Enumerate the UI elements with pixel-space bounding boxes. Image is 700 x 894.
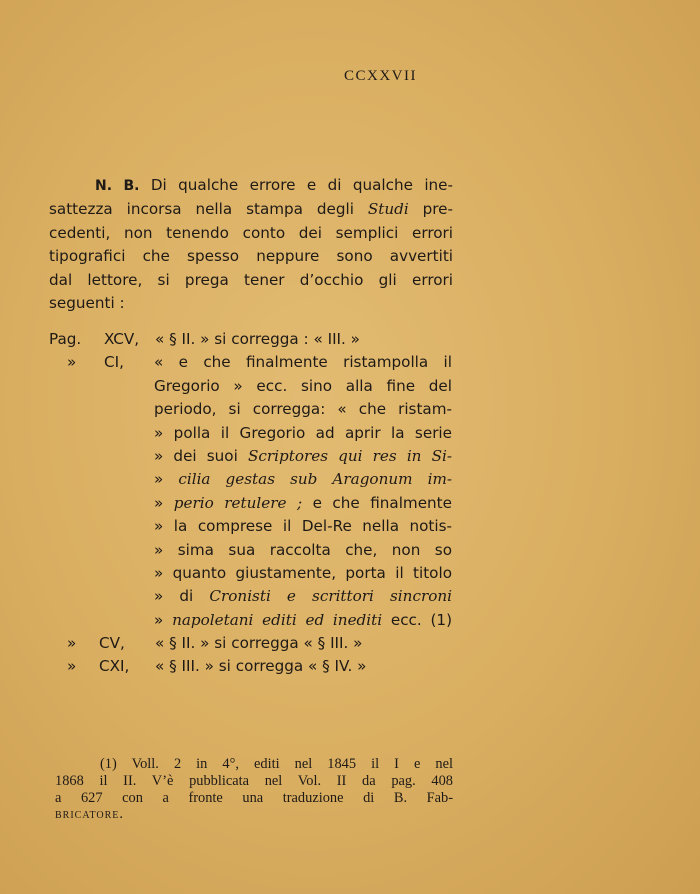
errata-row bbox=[49, 351, 459, 374]
errata-row bbox=[49, 515, 459, 538]
note-line: seguenti : bbox=[49, 294, 125, 313]
errata-row bbox=[49, 468, 459, 491]
errata-text: Gregorio » ecc. sino alla fine del bbox=[154, 376, 452, 395]
errata-row bbox=[49, 492, 459, 515]
errata-text: » napoletani editi ed inediti ecc. (1) bbox=[154, 610, 452, 629]
errata-text: » quanto giustamente, porta il titolo bbox=[154, 563, 452, 582]
errata-row bbox=[49, 398, 459, 421]
errata-text: » la comprese il Del-Re nella notis- bbox=[154, 517, 452, 536]
errata-row bbox=[49, 539, 459, 562]
studi-italic: Studi bbox=[367, 200, 409, 219]
errata-ref: CV, bbox=[99, 634, 125, 653]
errata-row bbox=[49, 585, 459, 608]
errata-text: » sima sua raccolta che, non so bbox=[154, 540, 452, 559]
nb-label: N. B. bbox=[95, 178, 140, 194]
footnote-line: bricatore. bbox=[55, 806, 124, 823]
note-line: tipografici che spesso neppure sono avvertiti bbox=[49, 247, 453, 266]
note-line: N. B. Di qualche errore e di qualche ine- bbox=[95, 176, 453, 194]
errata-text: « § III. » si corregga « § IV. » bbox=[155, 657, 367, 676]
errata-ditto: » bbox=[67, 353, 77, 372]
errata-row bbox=[49, 562, 459, 585]
note-line: dal lettore, si prega tener d’occhio gli errori bbox=[49, 270, 453, 289]
errata-row bbox=[49, 655, 459, 678]
errata-row bbox=[49, 422, 459, 445]
footnote-line: (1) Voll. 2 in 4°, editi nel 1845 il I e nel bbox=[100, 756, 453, 772]
errata-text: » polla il Gregorio ad aprir la serie bbox=[154, 423, 452, 442]
note-paragraph bbox=[49, 174, 453, 315]
errata-ditto: » bbox=[67, 634, 77, 653]
errata-row bbox=[49, 609, 459, 632]
errata-text: » perio retulere ; e che finalmente bbox=[154, 493, 452, 512]
page-number: CCXXVII bbox=[344, 68, 417, 84]
note-line: sattezza incorsa nella stampa degli Studi pre- bbox=[49, 200, 454, 219]
errata-list bbox=[49, 328, 459, 679]
errata-text: « § II. » si corregga : « III. » bbox=[155, 330, 360, 348]
errata-ditto: » bbox=[67, 657, 77, 676]
footnote-line: 1868 il II. V’è pubblicata nel Vol. II da pag. 408 bbox=[55, 772, 453, 789]
errata-row bbox=[49, 328, 459, 351]
errata-text: » cilia gestas sub Aragonum im- bbox=[154, 470, 452, 489]
errata-ref: XCV, bbox=[104, 330, 140, 348]
note-line: cedenti, non tenendo conto dei semplici errori bbox=[49, 223, 453, 242]
errata-page-label: Pag. bbox=[49, 330, 82, 348]
errata-row bbox=[49, 375, 459, 398]
errata-text: » di Cronisti e scrittori sincroni bbox=[154, 587, 452, 606]
errata-ref: CI, bbox=[104, 353, 124, 372]
footnote bbox=[55, 756, 453, 823]
errata-ref: CXI, bbox=[99, 657, 130, 676]
errata-row bbox=[49, 445, 459, 468]
errata-text: « § II. » si corregga « § III. » bbox=[155, 634, 363, 653]
errata-text: periodo, si corregga: « che ristam- bbox=[154, 400, 452, 419]
footnote-line: a 627 con a fronte una traduzione di B. Fab- bbox=[55, 789, 453, 806]
errata-text: » dei suoi Scriptores qui res in Si- bbox=[154, 446, 452, 465]
errata-row bbox=[49, 632, 459, 655]
errata-text: « e che finalmente ristampolla il bbox=[154, 353, 452, 372]
